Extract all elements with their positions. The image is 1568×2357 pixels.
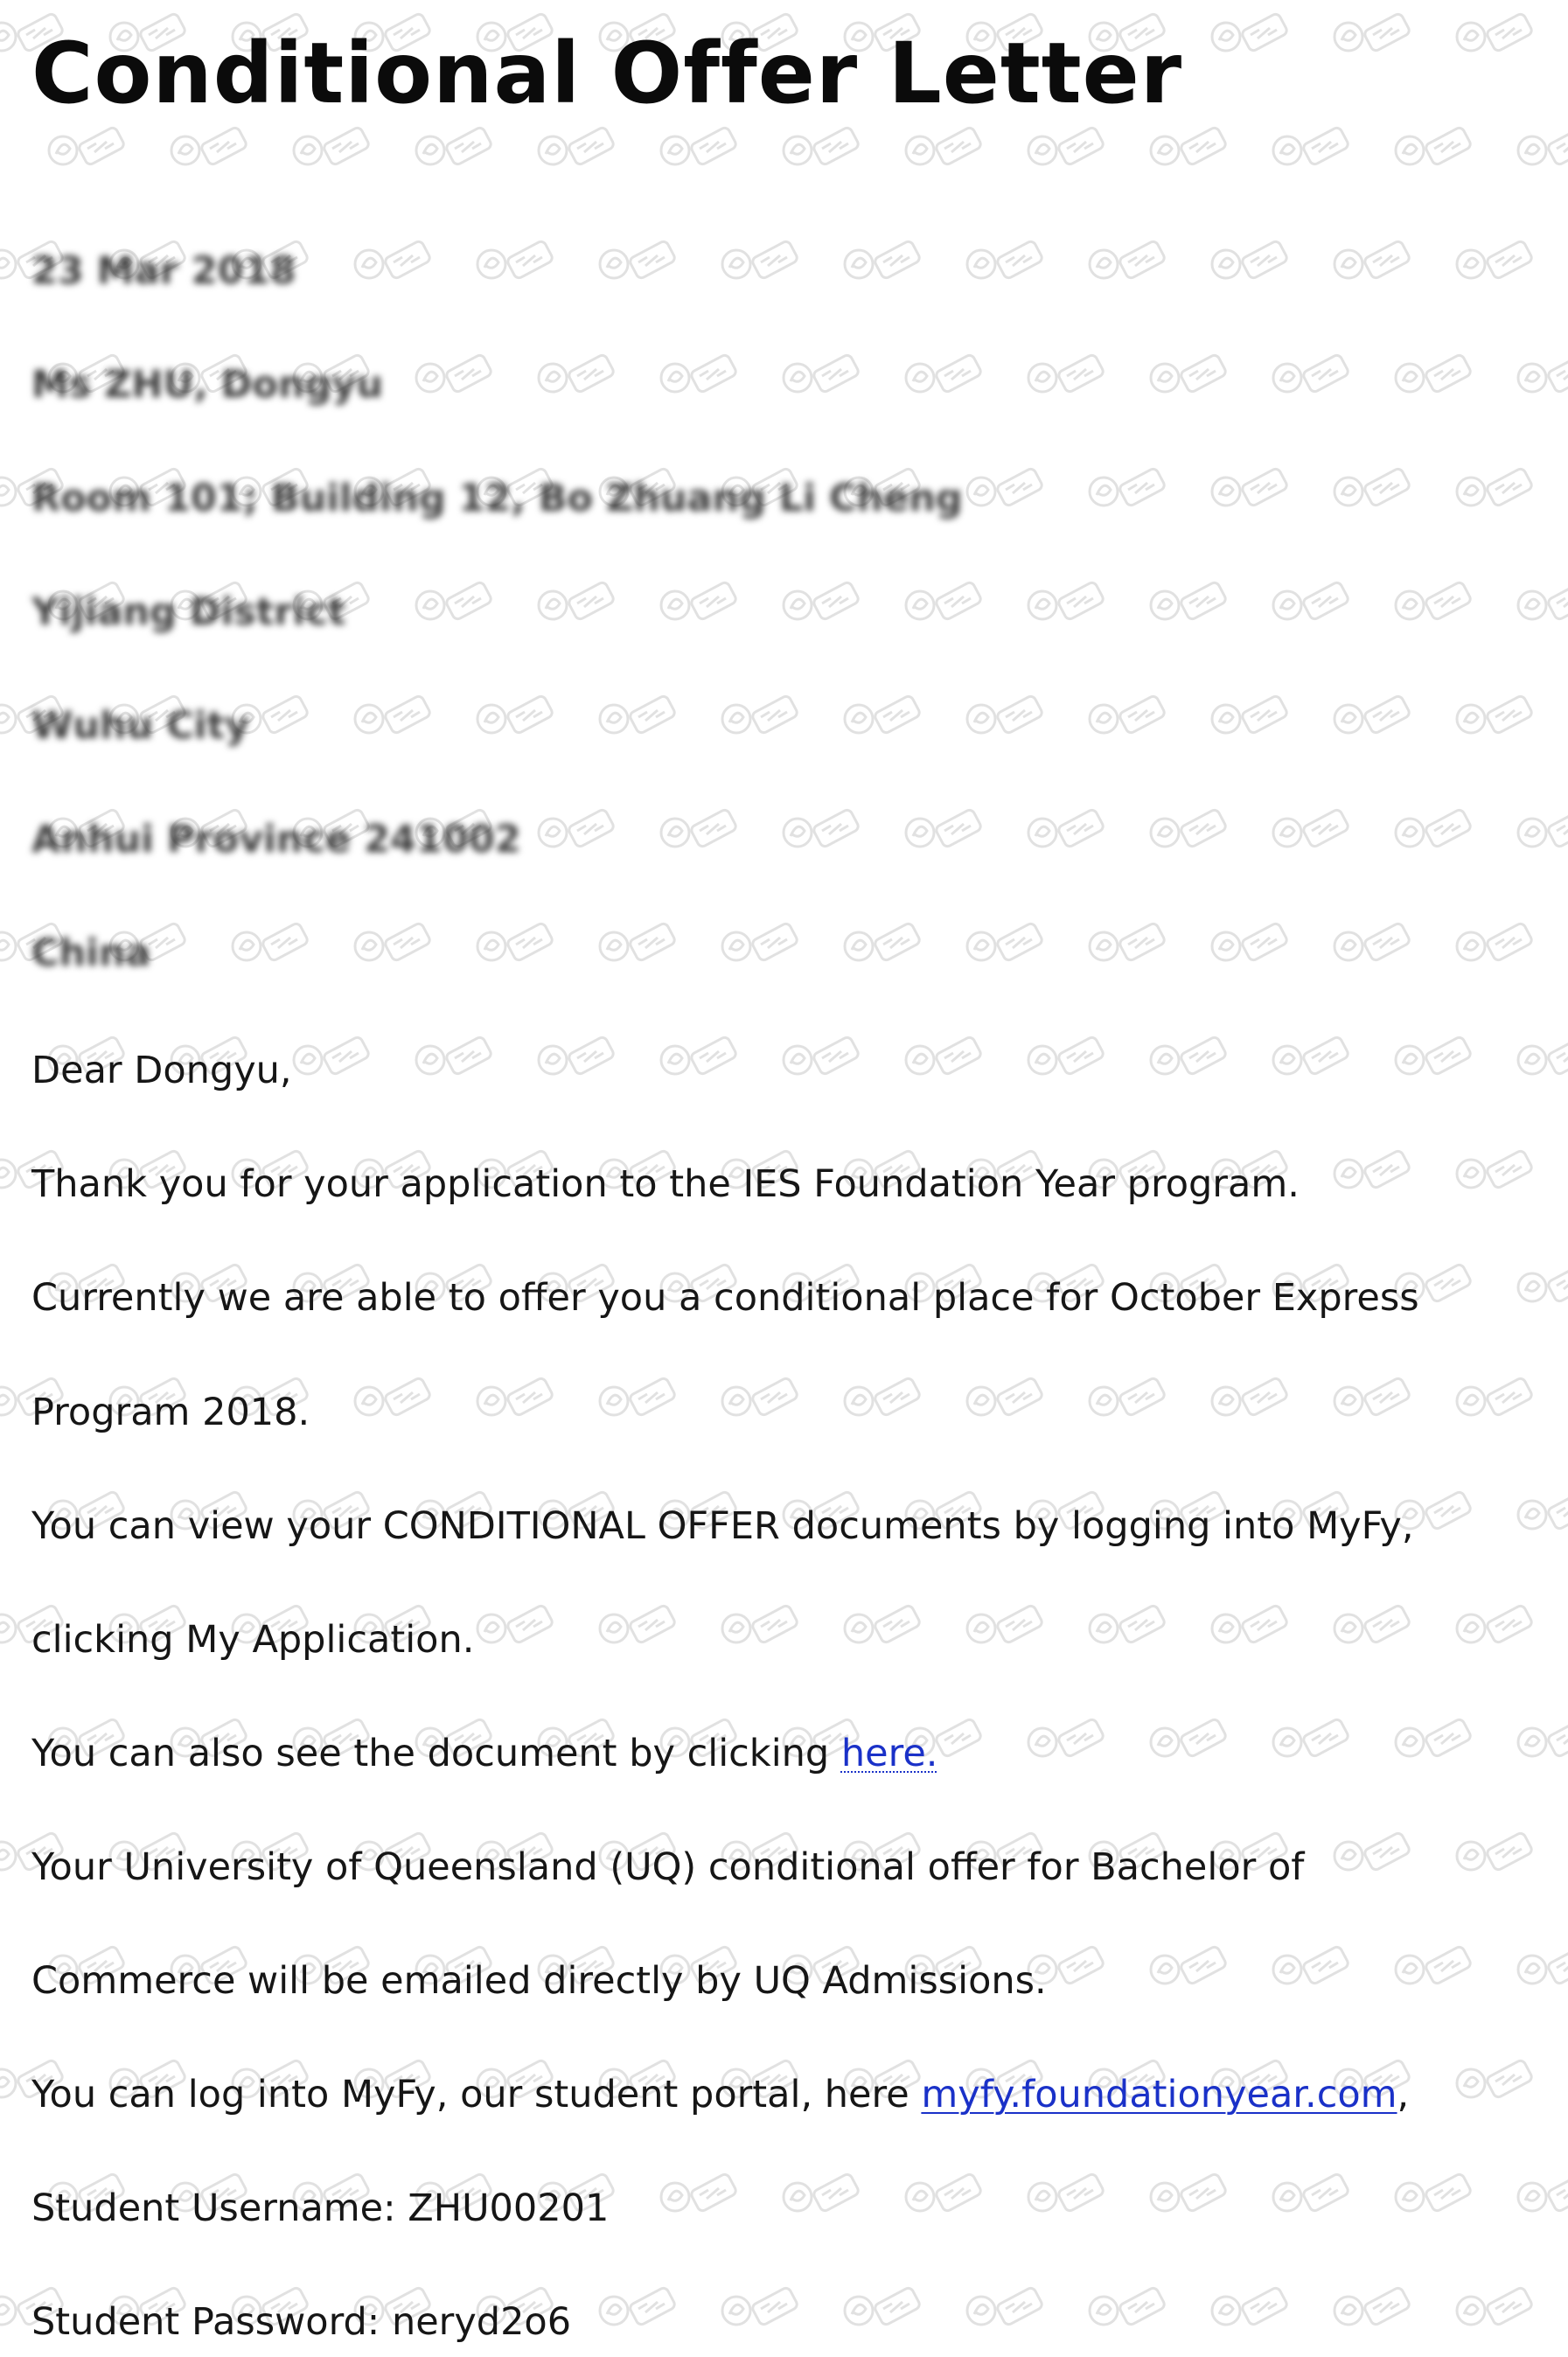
portal-text: You can log into MyFy, our student portal, here bbox=[31, 2073, 922, 2116]
uq-line-2: Commerce will be emailed directly by UQ Admissions. bbox=[31, 1959, 1047, 2003]
watermark-icon bbox=[1452, 1146, 1539, 1198]
watermark-icon bbox=[1268, 2169, 1355, 2221]
watermark-icon bbox=[289, 1032, 376, 1084]
greeting: Dear Dongyu, bbox=[31, 1049, 292, 1092]
watermark-icon bbox=[717, 236, 805, 289]
watermark-icon bbox=[1452, 464, 1539, 516]
watermark-icon bbox=[1513, 1714, 1568, 1767]
watermark-icon bbox=[1329, 1373, 1417, 1426]
portal-suffix: , bbox=[1397, 2073, 1410, 2116]
offer-line-1: Currently we are able to offer you a conditional place for October Express bbox=[31, 1276, 1419, 1320]
watermark-icon bbox=[778, 350, 866, 402]
watermark-icon bbox=[901, 805, 988, 857]
watermark-icon bbox=[1146, 2169, 1233, 2221]
watermark-icon bbox=[1146, 1942, 1233, 1994]
watermark-icon bbox=[1268, 1714, 1355, 1767]
watermark-icon bbox=[350, 236, 437, 289]
watermark-icon bbox=[962, 2283, 1049, 2335]
watermark-icon bbox=[1023, 577, 1111, 630]
watermark-icon bbox=[533, 805, 621, 857]
watermark-icon bbox=[778, 2169, 866, 2221]
watermark-icon bbox=[1513, 1259, 1568, 1312]
watermark-icon bbox=[1390, 1032, 1478, 1084]
watermark-icon bbox=[1452, 1600, 1539, 1653]
watermark-icon bbox=[778, 805, 866, 857]
watermark-icon bbox=[1513, 1032, 1568, 1084]
watermark-icon bbox=[1023, 805, 1111, 857]
here-link[interactable]: here. bbox=[840, 1732, 938, 1775]
offer-line-2: Program 2018. bbox=[31, 1391, 310, 1434]
watermark-icon bbox=[1146, 577, 1233, 630]
watermark-icon bbox=[656, 122, 743, 175]
watermark-icon bbox=[595, 1600, 682, 1653]
watermark-icon bbox=[1023, 350, 1111, 402]
watermark-icon bbox=[1513, 577, 1568, 630]
watermark-icon bbox=[1207, 464, 1294, 516]
watermark-icon bbox=[1084, 2283, 1172, 2335]
watermark-icon bbox=[1452, 2055, 1539, 2108]
watermark-icon bbox=[533, 350, 621, 402]
address-province: Anhui Province 241002 bbox=[31, 818, 521, 861]
watermark-icon bbox=[1329, 464, 1417, 516]
watermark-icon bbox=[1329, 9, 1417, 61]
watermark-icon bbox=[1452, 9, 1539, 61]
watermark-icon bbox=[1084, 1373, 1172, 1426]
watermark-icon bbox=[1452, 1373, 1539, 1426]
address-city: Wuhu City bbox=[31, 704, 250, 748]
watermark-icon bbox=[1329, 1600, 1417, 1653]
watermark-icon bbox=[717, 1600, 805, 1653]
watermark-icon bbox=[411, 577, 498, 630]
watermark-icon bbox=[533, 1032, 621, 1084]
watermark-icon bbox=[1329, 691, 1417, 743]
page-title: Conditional Offer Letter bbox=[31, 24, 1183, 122]
watermark-icon bbox=[840, 918, 927, 971]
watermark-icon bbox=[1268, 1942, 1355, 1994]
watermark-icon bbox=[1023, 122, 1111, 175]
watermark-icon bbox=[778, 1032, 866, 1084]
watermark-icon bbox=[1329, 2283, 1417, 2335]
watermark-icon bbox=[901, 2169, 988, 2221]
watermark-icon bbox=[1268, 805, 1355, 857]
uq-line-1: Your University of Queensland (UQ) conditional offer for Bachelor of bbox=[31, 1845, 1305, 1889]
watermark-icon bbox=[1207, 2283, 1294, 2335]
watermark-icon bbox=[350, 1373, 437, 1426]
watermark-icon bbox=[901, 577, 988, 630]
watermark-icon bbox=[1023, 1032, 1111, 1084]
watermark-icon bbox=[717, 918, 805, 971]
watermark-icon bbox=[1207, 691, 1294, 743]
watermark-icon bbox=[1390, 350, 1478, 402]
watermark-icon bbox=[1084, 236, 1172, 289]
watermark-icon bbox=[1023, 1714, 1111, 1767]
watermark-icon bbox=[350, 691, 437, 743]
watermark-icon bbox=[1329, 236, 1417, 289]
watermark-icon bbox=[1390, 805, 1478, 857]
watermark-icon bbox=[595, 1373, 682, 1426]
watermark-icon bbox=[656, 350, 743, 402]
watermark-icon bbox=[1390, 122, 1478, 175]
view-line-2: clicking My Application. bbox=[31, 1618, 475, 1662]
watermark-icon bbox=[1207, 918, 1294, 971]
watermark-icon bbox=[840, 1600, 927, 1653]
watermark-icon bbox=[840, 1373, 927, 1426]
watermark-icon bbox=[1390, 577, 1478, 630]
watermark-icon bbox=[1452, 236, 1539, 289]
watermark-icon bbox=[656, 2169, 743, 2221]
watermark-icon bbox=[1146, 122, 1233, 175]
username-line: Student Username: ZHU00201 bbox=[31, 2186, 610, 2230]
watermark-icon bbox=[533, 122, 621, 175]
watermark-icon bbox=[1329, 918, 1417, 971]
watermark-icon bbox=[1207, 9, 1294, 61]
watermark-icon bbox=[1207, 236, 1294, 289]
watermark-icon bbox=[1084, 464, 1172, 516]
watermark-icon bbox=[1452, 691, 1539, 743]
watermark-icon bbox=[350, 918, 437, 971]
watermark-icon bbox=[595, 918, 682, 971]
watermark-icon bbox=[962, 236, 1049, 289]
watermark-icon bbox=[778, 577, 866, 630]
watermark-icon bbox=[44, 122, 131, 175]
watermark-icon bbox=[1513, 350, 1568, 402]
watermark-icon bbox=[1513, 805, 1568, 857]
password-line: Student Password: neryd2o6 bbox=[31, 2300, 572, 2344]
watermark-icon bbox=[717, 1373, 805, 1426]
watermark-icon bbox=[1513, 122, 1568, 175]
watermark-icon bbox=[1452, 918, 1539, 971]
watermark-icon bbox=[1084, 691, 1172, 743]
watermark-icon bbox=[840, 2283, 927, 2335]
watermark-icon bbox=[1329, 1146, 1417, 1198]
watermark-icon bbox=[1513, 1942, 1568, 1994]
watermark-icon bbox=[595, 236, 682, 289]
watermark-icon bbox=[901, 122, 988, 175]
also-see-line bbox=[31, 1730, 937, 1777]
watermark-icon bbox=[533, 577, 621, 630]
watermark-icon bbox=[656, 1032, 743, 1084]
watermark-icon bbox=[962, 1600, 1049, 1653]
watermark-icon bbox=[1146, 1032, 1233, 1084]
watermark-icon bbox=[472, 1600, 560, 1653]
watermark-icon bbox=[962, 1373, 1049, 1426]
watermark-icon bbox=[1146, 1714, 1233, 1767]
watermark-icon bbox=[1023, 2169, 1111, 2221]
watermark-icon bbox=[1207, 1373, 1294, 1426]
recipient-name: Ms ZHU, Dongyu bbox=[31, 363, 384, 407]
watermark-icon bbox=[962, 691, 1049, 743]
watermark-icon bbox=[1207, 1600, 1294, 1653]
watermark-icon bbox=[472, 918, 560, 971]
watermark-icon bbox=[472, 691, 560, 743]
watermark-icon bbox=[717, 691, 805, 743]
watermark-icon bbox=[1268, 577, 1355, 630]
watermark-icon bbox=[901, 1032, 988, 1084]
watermark-icon bbox=[962, 918, 1049, 971]
watermark-icon bbox=[1390, 2169, 1478, 2221]
watermark-icon bbox=[1268, 350, 1355, 402]
watermark-icon bbox=[227, 918, 315, 971]
watermark-icon bbox=[778, 122, 866, 175]
watermark-icon bbox=[1084, 1600, 1172, 1653]
watermark-icon bbox=[1390, 1942, 1478, 1994]
watermark-icon bbox=[1390, 1714, 1478, 1767]
watermark-icon bbox=[656, 805, 743, 857]
watermark-icon bbox=[411, 122, 498, 175]
view-line-1: You can view your CONDITIONAL OFFER documents by logging into MyFy, bbox=[31, 1504, 1414, 1548]
address-line-2: Yijiang District bbox=[31, 590, 346, 634]
also-see-text: You can also see the document by clicking bbox=[31, 1732, 841, 1775]
thanks-line: Thank you for your application to the IES Foundation Year program. bbox=[31, 1162, 1300, 1206]
watermark-icon bbox=[1146, 350, 1233, 402]
watermark-icon bbox=[1084, 918, 1172, 971]
watermark-icon bbox=[411, 1032, 498, 1084]
watermark-icon bbox=[595, 691, 682, 743]
watermark-icon bbox=[595, 2283, 682, 2335]
watermark-icon bbox=[166, 122, 254, 175]
watermark-icon bbox=[840, 236, 927, 289]
watermark-icon bbox=[1146, 805, 1233, 857]
watermark-icon bbox=[840, 691, 927, 743]
address-country: China bbox=[31, 931, 151, 975]
watermark-icon bbox=[472, 236, 560, 289]
watermark-icon bbox=[289, 122, 376, 175]
watermark-icon bbox=[1513, 2169, 1568, 2221]
watermark-icon bbox=[656, 577, 743, 630]
watermark-icon bbox=[411, 350, 498, 402]
letter-date: 23 Mar 2018 bbox=[31, 249, 296, 293]
watermark-icon bbox=[1268, 1032, 1355, 1084]
watermark-icon bbox=[1513, 1487, 1568, 1539]
watermark-icon bbox=[1452, 1828, 1539, 1880]
watermark-icon bbox=[472, 1373, 560, 1426]
watermark-icon bbox=[1329, 1828, 1417, 1880]
portal-link[interactable]: myfy.foundationyear.com bbox=[921, 2073, 1397, 2116]
watermark-icon bbox=[901, 350, 988, 402]
watermark-icon bbox=[1268, 122, 1355, 175]
watermark-icon bbox=[1452, 2283, 1539, 2335]
watermark-icon bbox=[962, 464, 1049, 516]
address-line-1: Room 101; Building 12, Bo Zhuang Li Cheng bbox=[31, 477, 963, 520]
watermark-icon bbox=[717, 2283, 805, 2335]
portal-line bbox=[31, 2071, 1409, 2118]
